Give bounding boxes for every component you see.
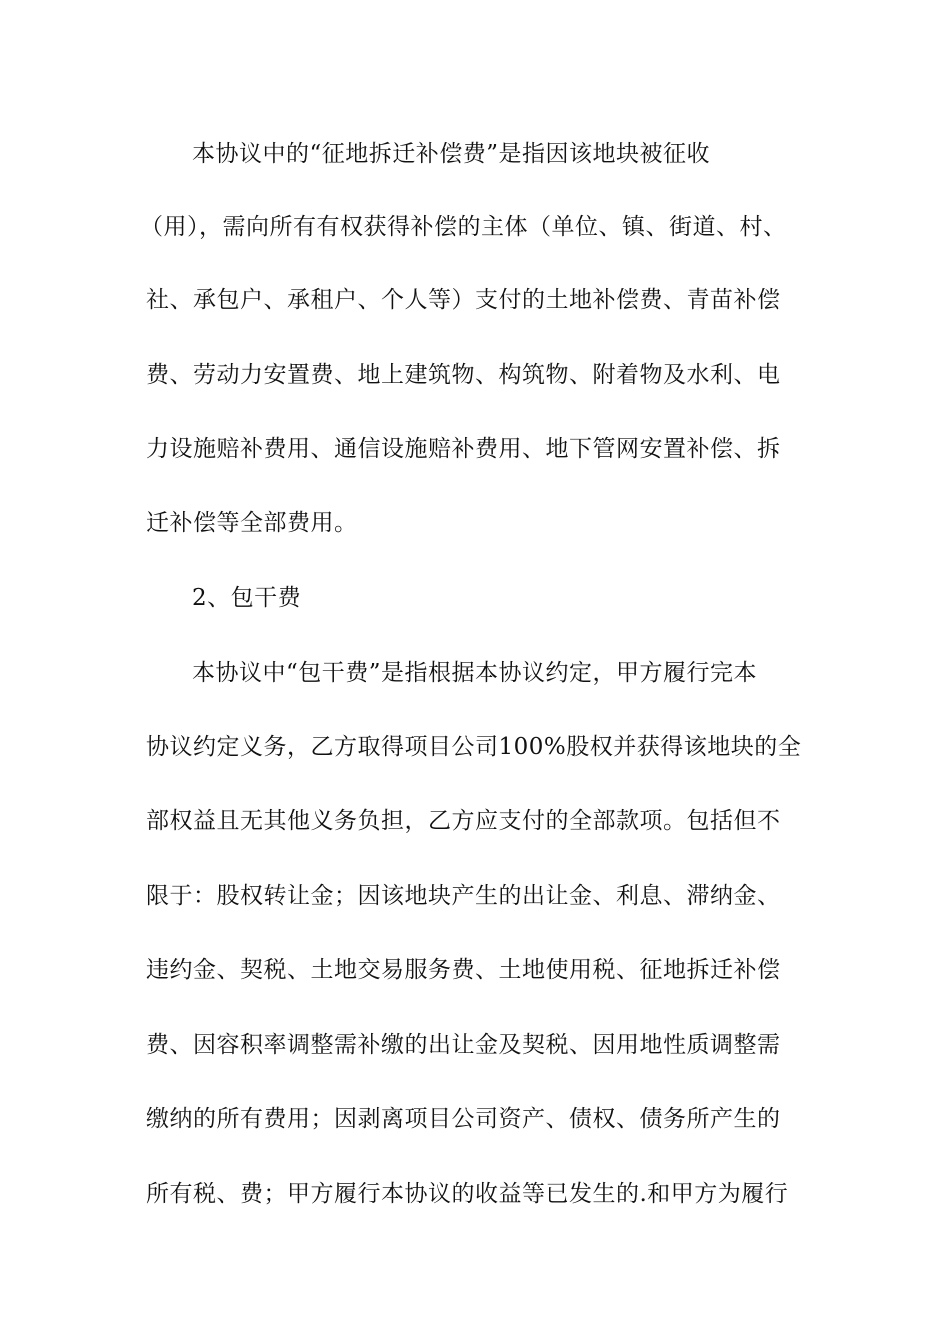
paragraph-1-line-3: 社、承包户、承租户、个人等）支付的土地补偿费、青苗补偿 <box>146 287 781 313</box>
paragraph-2-line-2: 协议约定义务，乙方取得项目公司100%股权并获得该地块的全 <box>146 734 802 760</box>
paragraph-1-line-6: 迁补偿等全部费用。 <box>146 510 358 536</box>
paragraph-2-line-1: 本协议中“包干费”是指根据本协议约定，甲方履行完本 <box>192 660 758 686</box>
paragraph-1-line-2: （用），需向所有有权获得补偿的主体（单位、镇、街道、村、 <box>140 214 787 240</box>
paragraph-2-line-5: 违约金、契税、土地交易服务费、土地使用税、征地拆迁补偿 <box>146 957 781 983</box>
paragraph-1-line-5: 力设施赔补费用、通信设施赔补费用、地下管网安置补偿、拆 <box>146 436 781 462</box>
paragraph-2-line-4: 限于：股权转让金；因该地块产生的出让金、利息、滞纳金、 <box>146 883 781 909</box>
paragraph-2-line-8: 所有税、费；甲方履行本协议的收益等已发生的.和甲方为履行 <box>146 1181 789 1207</box>
paragraph-2-line-6: 费、因容积率调整需补缴的出让金及契税、因用地性质调整需 <box>146 1032 781 1058</box>
paragraph-2-line-3: 部权益且无其他义务负担，乙方应支付的全部款项。包括但不 <box>146 808 781 834</box>
paragraph-2-line-7: 缴纳的所有费用；因剥离项目公司资产、债权、债务所产生的 <box>146 1106 781 1132</box>
section-heading: 2、包干费 <box>192 585 302 611</box>
paragraph-1-line-4: 费、劳动力安置费、地上建筑物、构筑物、附着物及水利、电 <box>146 362 781 388</box>
paragraph-1-line-1: 本协议中的“征地拆迁补偿费”是指因该地块被征收 <box>192 141 711 167</box>
